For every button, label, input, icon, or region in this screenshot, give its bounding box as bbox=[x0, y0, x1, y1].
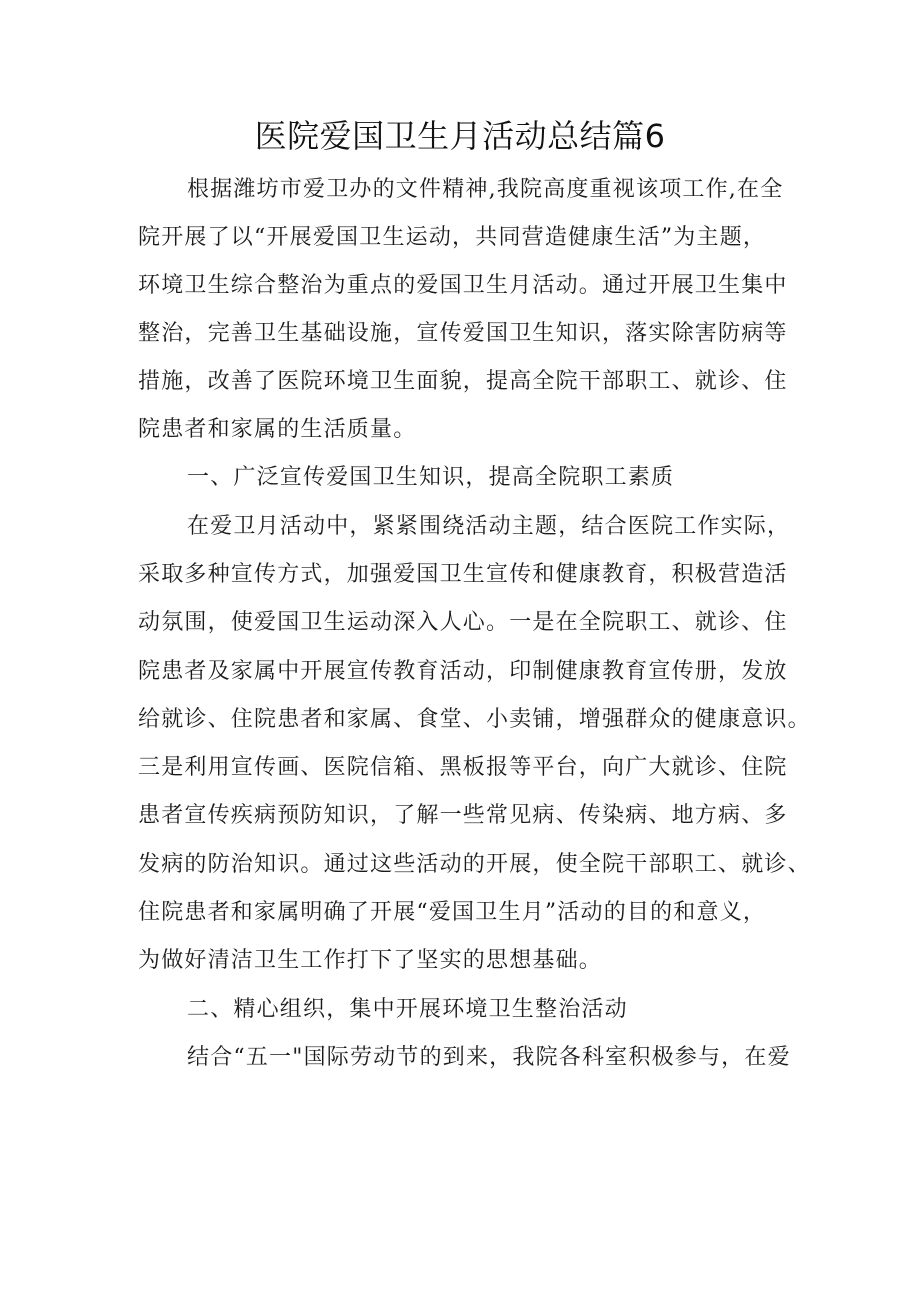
paragraph-line: 采取多种宣传方式，加强爱国卫生宣传和健康教育，积极营造活 bbox=[138, 562, 788, 587]
paragraph-line: 在爱卫月活动中，紧紧围绕活动主题，结合医院工作实际， bbox=[187, 514, 791, 539]
paragraph-line: 结合“五一"国际劳动节的到来，我院各科室积极参与，在爱 bbox=[187, 1045, 791, 1070]
section-heading: 一、广泛宣传爱国卫生知识，提高全院职工素质 bbox=[187, 465, 675, 490]
paragraph-line: 为做好清洁卫生工作打下了坚实的思想基础。 bbox=[138, 948, 603, 973]
paragraph-line: 三是利用宣传画、医院信箱、黑板报等平台，向广大就诊、住院 bbox=[138, 755, 788, 780]
paragraph-line: 整治，完善卫生基础设施，宣传爱国卫生知识，落实除害防病等 bbox=[138, 321, 788, 346]
paragraph-line: 环境卫生综合整治为重点的爱国卫生月活动。通过开展卫生集中 bbox=[138, 273, 788, 298]
paragraph-line: 院开展了以“开展爱国卫生运动，共同营造健康生活”为主题， bbox=[138, 225, 767, 250]
section-heading: 二、精心组织，集中开展环境卫生整治活动 bbox=[187, 997, 628, 1022]
paragraph-line: 发病的防治知识。通过这些活动的开展，使全院干部职工、就诊、 bbox=[138, 852, 811, 877]
paragraph-line: 根据潍坊市爱卫办的文件精神,我院高度重视该项工作,在全 bbox=[187, 177, 784, 202]
paragraph-line: 措施，改善了医院环境卫生面貌，提高全院干部职工、就诊、住 bbox=[138, 369, 788, 394]
paragraph-line: 住院患者和家属明确了开展“爱国卫生月”活动的目的和意义， bbox=[138, 900, 767, 925]
paragraph-line: 院患者及家属中开展宣传教育活动，印制健康教育宣传册，发放 bbox=[138, 659, 788, 684]
paragraph-line: 患者宣传疾病预防知识，了解一些常见病、传染病、地方病、多 bbox=[138, 803, 788, 828]
paragraph-line: 院患者和家属的生活质量。 bbox=[138, 417, 417, 442]
document-title: 医院爱国卫生月活动总结篇6 bbox=[254, 117, 666, 155]
paragraph-line: 动氛围，使爱国卫生运动深入人心。一是在全院职工、就诊、住 bbox=[138, 610, 788, 635]
paragraph-line: 给就诊、住院患者和家属、食堂、小卖铺，增强群众的健康意识。 bbox=[138, 707, 811, 732]
